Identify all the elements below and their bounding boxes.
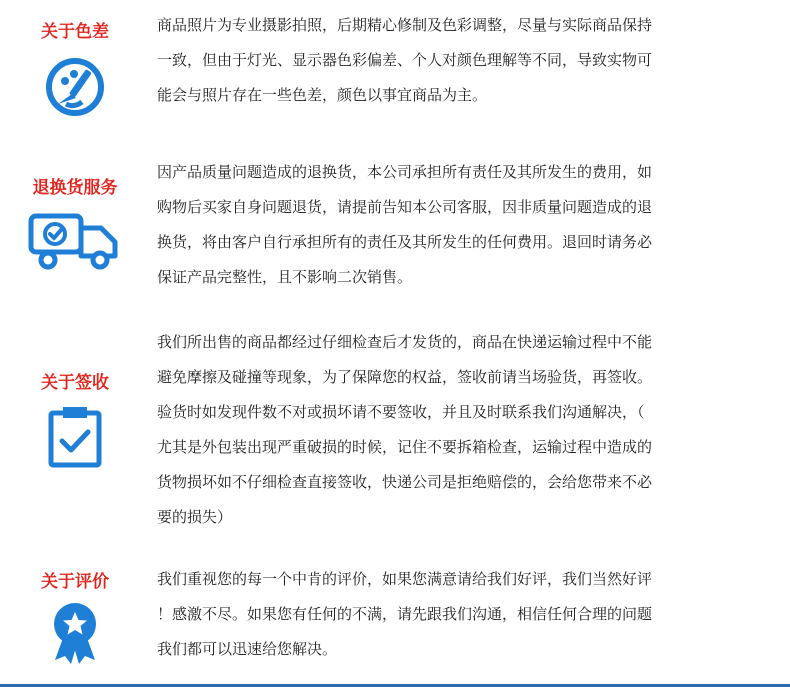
text-line: 尤其是外包装出现严重破损的时候，记住不要拆箱检查，运输过程中造成的: [157, 438, 653, 456]
award-badge-icon: [47, 600, 103, 666]
text-line: ！感激不尽。如果您有任何的不满，请先跟我们沟通，相信任何合理的问题: [157, 605, 653, 623]
section-body: [157, 8, 777, 113]
text-line: 商品照片为专业摄影拍照，后期精心修制及色彩调整，尽量与实际商品保持: [157, 16, 653, 34]
text-line: 我们都可以迅速给您解决。: [157, 640, 338, 658]
text-line: 因产品质量问题造成的退换货，本公司承担所有责任及其所发生的费用，如: [157, 163, 653, 181]
section-body: [157, 155, 777, 295]
text-line: 要的损失）: [157, 508, 233, 526]
text-line: 验货时如发现件数不对或损坏请不要签收，并且及时联系我们沟通解决，（: [157, 403, 645, 421]
text-line: 保证产品完整性，且不影响二次销售。: [157, 268, 413, 286]
delivery-truck-icon: [25, 210, 125, 274]
text-line: 购物后买家自身问题退货，请提前告知本公司客服，因非质量问题造成的退: [157, 198, 653, 216]
text-line: 货物损坏如不仔细检查直接签收，快递公司是拒绝赔偿的，会给您带来不必: [157, 473, 653, 491]
text-line: 一致，但由于灯光、显示器色彩偏差、个人对颜色理解等不同，导致实物可: [157, 51, 653, 69]
text-line: 我们所出售的商品都经过仔细检查后才发货的，商品在快递运输过程中不能: [157, 333, 653, 351]
section-body: [157, 325, 777, 535]
clipboard-check-icon: [45, 405, 105, 469]
text-line: 我们重视您的每一个中肯的评价，如果您满意请给我们好评，我们当然好评: [157, 570, 653, 588]
section-heading: 关于色差: [41, 22, 109, 42]
section-heading: 关于评价: [41, 572, 109, 592]
text-line: 换货，将由客户自行承担所有的责任及其所发生的任何费用。退回时请务必: [157, 233, 653, 251]
section-heading: 退换货服务: [32, 178, 118, 198]
text-line: 能会与照片存在一些色差，颜色以事宜商品为主。: [157, 86, 488, 104]
section-body: [157, 562, 777, 667]
section-heading: 关于签收: [41, 373, 109, 393]
text-line: 避免摩擦及碰撞等现象，为了保障您的权益，签收前请当场验货，再签收。: [157, 368, 653, 386]
palette-brush-icon: [44, 56, 106, 118]
